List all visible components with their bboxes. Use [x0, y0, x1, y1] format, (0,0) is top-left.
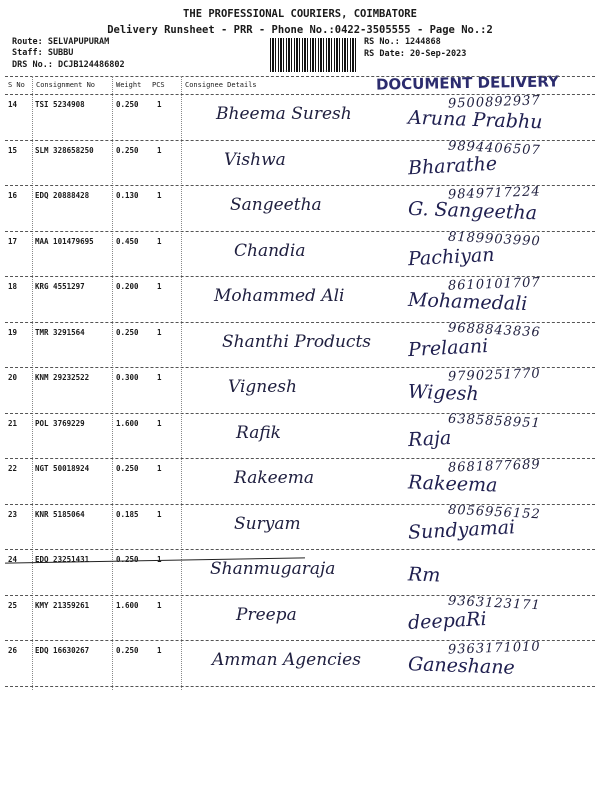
row-weight: 0.130 [116, 191, 139, 200]
row-sno: 26 [8, 646, 18, 655]
row-phone-number: 9500892937 [447, 93, 541, 112]
row-sno: 18 [8, 282, 18, 291]
row-weight: 0.250 [116, 464, 139, 473]
row-sno: 14 [8, 100, 18, 109]
row-weight: 0.250 [116, 646, 139, 655]
row-pcs: 1 [157, 191, 162, 200]
row-consignee-name: Rakeema [234, 468, 315, 488]
row-pcs: 1 [157, 282, 162, 291]
rs-number: RS No.: 1244868 [364, 37, 441, 47]
row-signature: Wigesh [407, 380, 480, 406]
row-signature: Aruna Prabhu [407, 106, 543, 134]
row-pcs: 1 [157, 236, 162, 246]
row-pcs: 1 [157, 373, 162, 382]
row-pcs: 1 [157, 418, 162, 428]
row-weight: 1.600 [116, 418, 139, 428]
row-sno: 22 [8, 464, 18, 473]
row-consignment-no: KRG 4551297 [35, 282, 85, 291]
row-consignee-name: Mohammed Ali [214, 286, 345, 306]
row-consignment-no: EDQ 20888428 [35, 191, 90, 200]
row-signature: Rm [407, 563, 441, 587]
col-header-pcs: PCS [152, 81, 165, 89]
col-header-sno: S No [8, 81, 25, 89]
row-consignee-name: Rafik [236, 422, 281, 443]
col-header-consignment: Consignment No [36, 81, 96, 89]
barcode [270, 38, 358, 72]
row-consignment-no: EDQ 16630267 [35, 646, 90, 655]
table-top-rule [5, 76, 595, 77]
row-phone-number: 9363123171 [447, 593, 542, 613]
row-signature: Prelaani [407, 334, 489, 361]
row-divider [5, 413, 595, 414]
row-consignee-name: Shanmugaraja [210, 559, 336, 579]
row-sno: 15 [8, 145, 18, 155]
row-sno: 24 [8, 555, 18, 564]
row-pcs: 1 [157, 327, 162, 337]
row-consignee-name: Chandia [234, 240, 306, 261]
col-header-consignee: Consignee Details [185, 81, 257, 89]
row-weight: 0.200 [116, 282, 139, 291]
row-consignment-no: TSI 5234908 [35, 100, 85, 109]
row-consignment-no: MAA 101479695 [35, 236, 94, 246]
row-consignee-name: Shanthi Products [222, 331, 372, 352]
row-divider [5, 231, 595, 232]
row-pcs: 1 [157, 509, 162, 519]
row-consignee-name: Vishwa [224, 149, 286, 170]
row-sno: 19 [8, 327, 18, 337]
row-sno: 23 [8, 509, 18, 519]
row-signature: G. Sangeetha [407, 197, 538, 225]
row-phone-number: 8610101707 [447, 275, 541, 294]
row-pcs: 1 [157, 145, 162, 155]
row-weight: 1.600 [116, 600, 139, 610]
row-consignment-no: EDQ 23251431 [35, 555, 90, 564]
row-pcs: 1 [157, 600, 162, 610]
drs-number: DRS No.: DCJB124486802 [12, 60, 125, 70]
row-consignment-no: POL 3769229 [35, 418, 85, 428]
column-divider [112, 76, 113, 690]
row-consignment-no: KNM 29232522 [35, 373, 90, 382]
row-consignment-no: SLM 328658250 [35, 145, 94, 155]
row-weight: 0.300 [116, 373, 139, 382]
row-consignee-name: Preepa [236, 604, 297, 625]
rs-date: RS Date: 20-Sep-2023 [364, 49, 467, 59]
row-phone-number: 9849717224 [447, 184, 541, 203]
row-consignee-name: Bheema Suresh [216, 104, 352, 124]
row-signature: Mohamedali [407, 288, 528, 316]
row-divider [5, 595, 595, 596]
row-divider [5, 549, 595, 550]
row-sno: 25 [8, 600, 18, 610]
row-phone-number: 8681877689 [447, 457, 541, 476]
row-weight: 0.250 [116, 100, 139, 109]
row-sno: 17 [8, 236, 18, 246]
row-weight: 0.450 [116, 236, 139, 246]
row-signature: Pachiyan [407, 243, 496, 270]
row-weight: 0.185 [116, 509, 139, 519]
row-consignee-name: Sangeetha [230, 195, 322, 215]
row-consignment-no: NGT 50018924 [35, 464, 90, 473]
column-divider [181, 76, 182, 690]
row-pcs: 1 [157, 555, 162, 564]
column-divider [32, 76, 33, 690]
row-weight: 0.250 [116, 555, 139, 564]
row-phone-number: 9894406507 [447, 138, 542, 158]
col-header-weight: Weight [116, 81, 142, 89]
row-consignment-no: KNR 5185064 [35, 509, 85, 519]
row-signature: Rakeema [407, 471, 498, 497]
row-pcs: 1 [157, 100, 162, 109]
row-sno: 16 [8, 191, 18, 200]
runsheet-title: THE PROFESSIONAL COURIERS, COIMBATORE [183, 8, 417, 20]
row-consignment-no: KMY 21359261 [35, 600, 90, 610]
row-signature: Sundyamai [407, 515, 516, 544]
row-sno: 20 [8, 373, 18, 382]
document-delivery-stamp: DOCUMENT DELIVERY [375, 72, 560, 94]
row-signature: Raja [407, 426, 452, 451]
row-pcs: 1 [157, 646, 162, 655]
row-divider [5, 140, 595, 141]
row-divider [5, 686, 595, 687]
row-phone-number: 9363171010 [447, 639, 541, 658]
row-divider [5, 322, 595, 323]
row-consignee-name: Vignesh [228, 377, 297, 397]
row-consignee-name: Suryam [234, 513, 301, 534]
runsheet-subtitle: Delivery Runsheet - PRR - Phone No.:0422-3505555 - Page No.:2 [107, 24, 493, 36]
row-phone-number: 6385858951 [447, 411, 542, 431]
row-signature: Ganeshane [407, 653, 516, 679]
row-consignee-name: Amman Agencies [212, 650, 361, 670]
row-signature: deepaRi [407, 607, 488, 634]
row-pcs: 1 [157, 464, 162, 473]
row-divider [5, 504, 595, 505]
row-phone-number: 8189903990 [447, 229, 542, 249]
row-consignment-no: TMR 3291564 [35, 327, 85, 337]
row-weight: 0.250 [116, 145, 139, 155]
row-phone-number: 9688843836 [447, 320, 542, 340]
row-phone-number: 8056956152 [447, 502, 542, 522]
route-label: Route: SELVAPUPURAM [12, 37, 110, 47]
row-signature: Bharathe [407, 152, 498, 179]
row-phone-number: 9790251770 [447, 366, 541, 385]
row-sno: 21 [8, 418, 18, 428]
row-weight: 0.250 [116, 327, 139, 337]
staff-label: Staff: SUBBU [12, 48, 74, 58]
